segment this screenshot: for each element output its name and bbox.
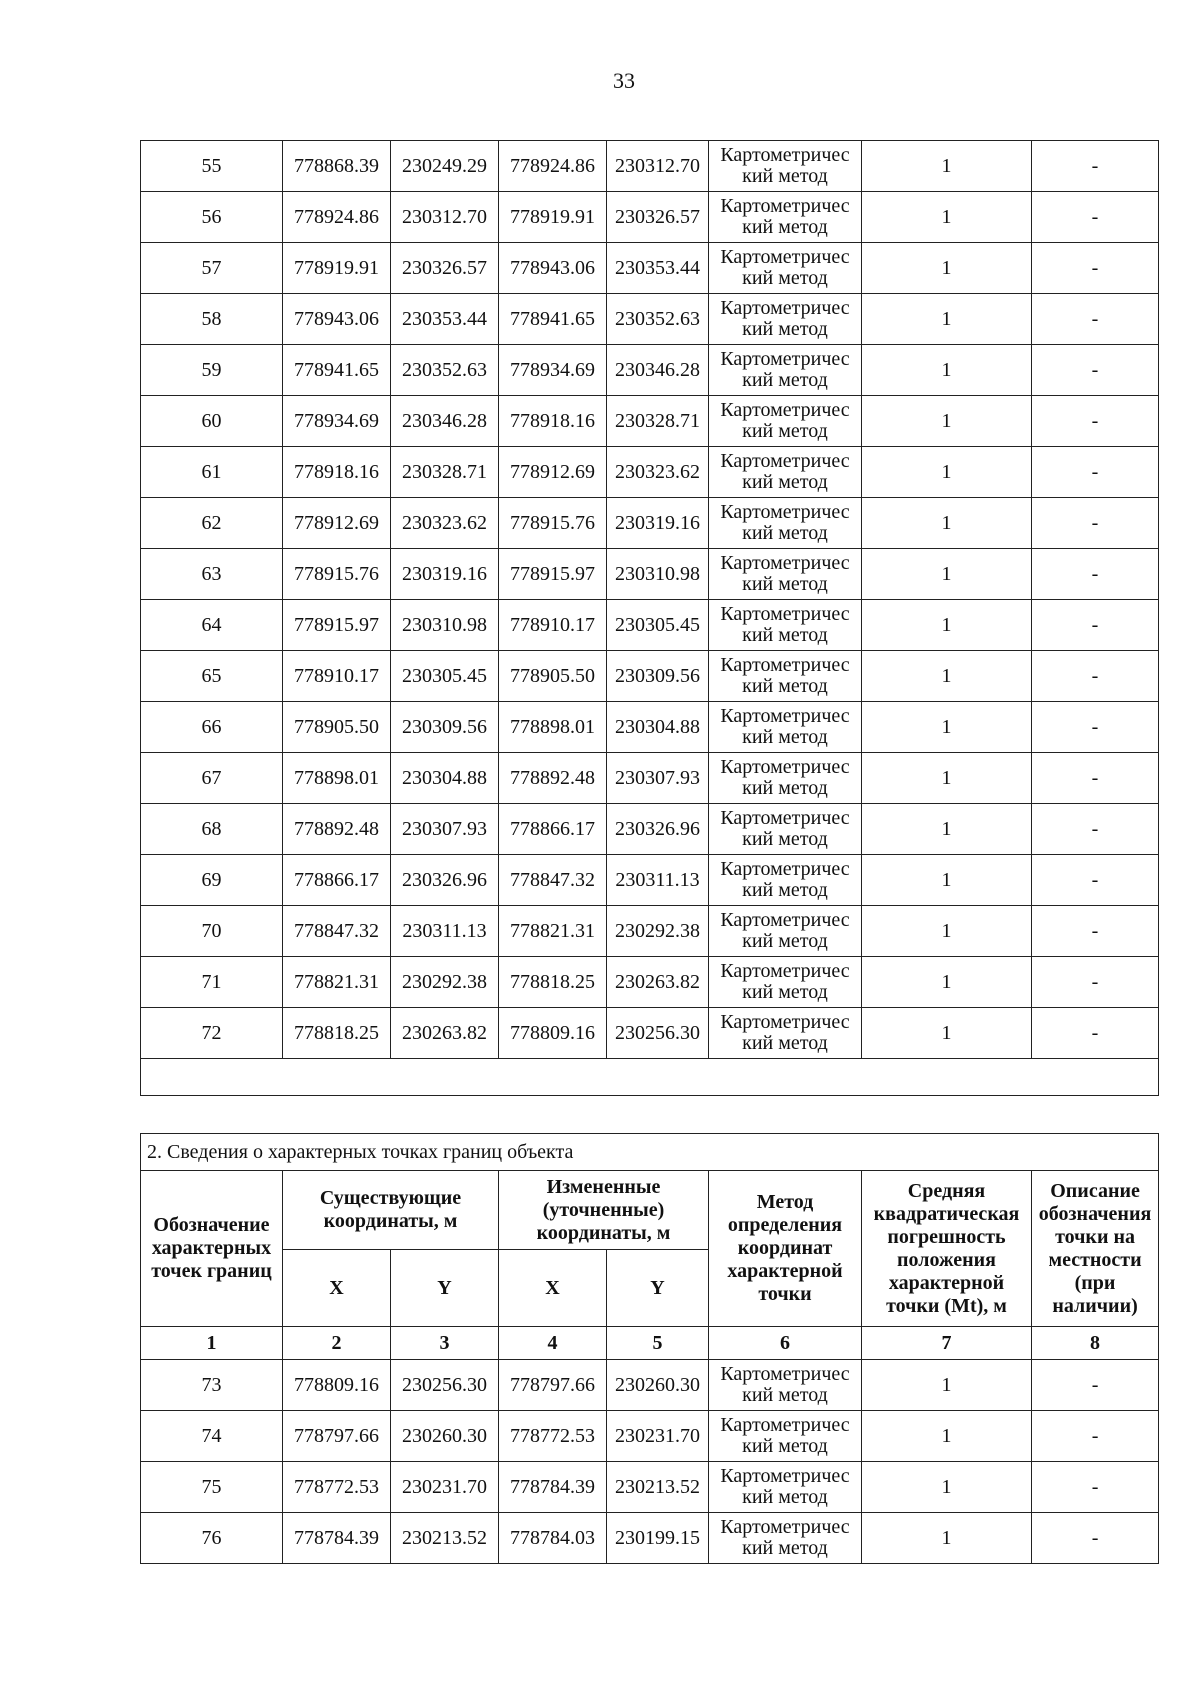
cell-existing-x: 778910.17 (283, 651, 391, 702)
cell-existing-x: 778941.65 (283, 345, 391, 396)
cell-changed-x: 778915.76 (499, 498, 607, 549)
cell-description: - (1032, 498, 1159, 549)
table-row (141, 141, 1159, 192)
cell-point-number: 65 (141, 651, 283, 702)
cell-method: Картометричес кий метод (709, 243, 862, 294)
cell-changed-y: 230310.98 (607, 549, 709, 600)
column-number: 1 (141, 1327, 283, 1360)
table-row (141, 396, 1159, 447)
cell-accuracy: 1 (862, 1513, 1032, 1564)
cell-accuracy: 1 (862, 549, 1032, 600)
cell-changed-y: 230312.70 (607, 141, 709, 192)
header-method: Метод определения координат характерной точки (709, 1171, 862, 1327)
cell-accuracy: 1 (862, 447, 1032, 498)
cell-existing-x: 778912.69 (283, 498, 391, 549)
cell-changed-x: 778943.06 (499, 243, 607, 294)
column-number: 6 (709, 1327, 862, 1360)
cell-method: Картометричес кий метод (709, 1008, 862, 1059)
cell-method: Картометричес кий метод (709, 957, 862, 1008)
cell-changed-y: 230319.16 (607, 498, 709, 549)
cell-existing-x: 778905.50 (283, 702, 391, 753)
cell-existing-y: 230305.45 (391, 651, 499, 702)
table-row (141, 1462, 1159, 1513)
cell-existing-y: 230311.13 (391, 906, 499, 957)
cell-existing-y: 230256.30 (391, 1360, 499, 1411)
cell-method: Картометричес кий метод (709, 600, 862, 651)
cell-method: Картометричес кий метод (709, 294, 862, 345)
cell-existing-y: 230328.71 (391, 447, 499, 498)
cell-changed-y: 230311.13 (607, 855, 709, 906)
cell-existing-y: 230263.82 (391, 1008, 499, 1059)
table-row (141, 294, 1159, 345)
cell-point-number: 68 (141, 804, 283, 855)
cell-existing-y: 230326.96 (391, 855, 499, 906)
cell-existing-y: 230326.57 (391, 243, 499, 294)
cell-point-number: 61 (141, 447, 283, 498)
cell-description: - (1032, 192, 1159, 243)
cell-point-number: 72 (141, 1008, 283, 1059)
cell-existing-y: 230304.88 (391, 753, 499, 804)
cell-changed-x: 778910.17 (499, 600, 607, 651)
cell-accuracy: 1 (862, 1008, 1032, 1059)
cell-changed-x: 778809.16 (499, 1008, 607, 1059)
cell-changed-x: 778821.31 (499, 906, 607, 957)
cell-changed-x: 778847.32 (499, 855, 607, 906)
cell-existing-x: 778915.76 (283, 549, 391, 600)
table-row (141, 345, 1159, 396)
cell-existing-x: 778898.01 (283, 753, 391, 804)
cell-accuracy: 1 (862, 294, 1032, 345)
boundary-points-table (140, 1133, 1159, 1564)
cell-changed-y: 230256.30 (607, 1008, 709, 1059)
table-row (141, 192, 1159, 243)
cell-existing-x: 778784.39 (283, 1513, 391, 1564)
cell-point-number: 75 (141, 1462, 283, 1513)
cell-changed-x: 778772.53 (499, 1411, 607, 1462)
cell-changed-x: 778941.65 (499, 294, 607, 345)
cell-description: - (1032, 243, 1159, 294)
cell-description: - (1032, 702, 1159, 753)
cell-description: - (1032, 396, 1159, 447)
header-changed-y: Y (607, 1250, 709, 1327)
header-existing-x: X (283, 1250, 391, 1327)
cell-changed-x: 778918.16 (499, 396, 607, 447)
cell-description: - (1032, 651, 1159, 702)
cell-existing-y: 230310.98 (391, 600, 499, 651)
cell-method: Картометричес кий метод (709, 141, 862, 192)
cell-accuracy: 1 (862, 1462, 1032, 1513)
cell-method: Картометричес кий метод (709, 1360, 862, 1411)
cell-changed-y: 230292.38 (607, 906, 709, 957)
cell-point-number: 66 (141, 702, 283, 753)
cell-accuracy: 1 (862, 702, 1032, 753)
cell-changed-x: 778915.97 (499, 549, 607, 600)
empty-row (141, 1059, 1159, 1096)
cell-existing-x: 778924.86 (283, 192, 391, 243)
table-title: 2. Сведения о характерных точках границ объекта (141, 1134, 1159, 1171)
cell-changed-x: 778866.17 (499, 804, 607, 855)
table-row (141, 702, 1159, 753)
cell-changed-y: 230352.63 (607, 294, 709, 345)
cell-changed-y: 230309.56 (607, 651, 709, 702)
column-number: 2 (283, 1327, 391, 1360)
cell-existing-x: 778818.25 (283, 1008, 391, 1059)
cell-accuracy: 1 (862, 957, 1032, 1008)
table-row (141, 753, 1159, 804)
cell-changed-y: 230328.71 (607, 396, 709, 447)
cell-existing-x: 778868.39 (283, 141, 391, 192)
cell-accuracy: 1 (862, 243, 1032, 294)
cell-description: - (1032, 753, 1159, 804)
cell-description: - (1032, 600, 1159, 651)
table-row (141, 498, 1159, 549)
cell-point-number: 73 (141, 1360, 283, 1411)
cell-existing-y: 230231.70 (391, 1462, 499, 1513)
header-existing-coordinates: Существующие координаты, м (283, 1171, 499, 1250)
cell-description: - (1032, 1411, 1159, 1462)
cell-existing-y: 230353.44 (391, 294, 499, 345)
cell-method: Картометричес кий метод (709, 651, 862, 702)
cell-method: Картометричес кий метод (709, 906, 862, 957)
cell-method: Картометричес кий метод (709, 855, 862, 906)
table-row (141, 957, 1159, 1008)
cell-description: - (1032, 447, 1159, 498)
page-number: 33 (613, 68, 635, 93)
cell-existing-y: 230307.93 (391, 804, 499, 855)
cell-existing-y: 230292.38 (391, 957, 499, 1008)
table-row (141, 1513, 1159, 1564)
cell-existing-y: 230260.30 (391, 1411, 499, 1462)
cell-changed-x: 778934.69 (499, 345, 607, 396)
cell-point-number: 58 (141, 294, 283, 345)
cell-changed-x: 778892.48 (499, 753, 607, 804)
cell-changed-x: 778924.86 (499, 141, 607, 192)
cell-existing-x: 778915.97 (283, 600, 391, 651)
cell-changed-x: 778784.39 (499, 1462, 607, 1513)
column-number: 4 (499, 1327, 607, 1360)
table-row (141, 447, 1159, 498)
empty-cell (141, 1059, 1159, 1096)
cell-point-number: 55 (141, 141, 283, 192)
cell-method: Картометричес кий метод (709, 192, 862, 243)
cell-changed-y: 230263.82 (607, 957, 709, 1008)
cell-existing-y: 230323.62 (391, 498, 499, 549)
cell-method: Картометричес кий метод (709, 396, 862, 447)
cell-existing-x: 778892.48 (283, 804, 391, 855)
cell-point-number: 56 (141, 192, 283, 243)
header-existing-y: Y (391, 1250, 499, 1327)
cell-method: Картометричес кий метод (709, 498, 862, 549)
cell-description: - (1032, 345, 1159, 396)
cell-description: - (1032, 957, 1159, 1008)
cell-point-number: 63 (141, 549, 283, 600)
cell-existing-y: 230249.29 (391, 141, 499, 192)
cell-method: Картометричес кий метод (709, 549, 862, 600)
cell-existing-x: 778821.31 (283, 957, 391, 1008)
column-number: 8 (1032, 1327, 1159, 1360)
cell-existing-x: 778809.16 (283, 1360, 391, 1411)
table-row (141, 600, 1159, 651)
cell-changed-y: 230260.30 (607, 1360, 709, 1411)
cell-changed-y: 230199.15 (607, 1513, 709, 1564)
cell-method: Картометричес кий метод (709, 447, 862, 498)
cell-point-number: 70 (141, 906, 283, 957)
cell-changed-y: 230307.93 (607, 753, 709, 804)
cell-accuracy: 1 (862, 396, 1032, 447)
cell-accuracy: 1 (862, 855, 1032, 906)
cell-existing-x: 778797.66 (283, 1411, 391, 1462)
cell-point-number: 60 (141, 396, 283, 447)
cell-description: - (1032, 906, 1159, 957)
cell-method: Картометричес кий метод (709, 1513, 862, 1564)
header-changed-coordinates: Измененные (уточненные) координаты, м (499, 1171, 709, 1250)
cell-changed-x: 778797.66 (499, 1360, 607, 1411)
header-changed-x: X (499, 1250, 607, 1327)
cell-changed-y: 230326.57 (607, 192, 709, 243)
cell-existing-x: 778934.69 (283, 396, 391, 447)
cell-point-number: 59 (141, 345, 283, 396)
cell-accuracy: 1 (862, 906, 1032, 957)
cell-accuracy: 1 (862, 141, 1032, 192)
cell-changed-y: 230323.62 (607, 447, 709, 498)
cell-method: Картометричес кий метод (709, 753, 862, 804)
cell-method: Картометричес кий метод (709, 702, 862, 753)
table-row (141, 1411, 1159, 1462)
cell-existing-y: 230213.52 (391, 1513, 499, 1564)
cell-point-number: 64 (141, 600, 283, 651)
cell-changed-y: 230304.88 (607, 702, 709, 753)
cell-accuracy: 1 (862, 498, 1032, 549)
cell-method: Картометричес кий метод (709, 345, 862, 396)
cell-description: - (1032, 294, 1159, 345)
table-row (141, 243, 1159, 294)
cell-point-number: 62 (141, 498, 283, 549)
column-number: 5 (607, 1327, 709, 1360)
cell-point-number: 69 (141, 855, 283, 906)
cell-changed-y: 230305.45 (607, 600, 709, 651)
cell-changed-y: 230353.44 (607, 243, 709, 294)
cell-changed-y: 230326.96 (607, 804, 709, 855)
cell-point-number: 76 (141, 1513, 283, 1564)
cell-accuracy: 1 (862, 345, 1032, 396)
cell-description: - (1032, 855, 1159, 906)
header-designation: Обозначение характерных точек границ (141, 1171, 283, 1327)
cell-existing-y: 230309.56 (391, 702, 499, 753)
column-number: 3 (391, 1327, 499, 1360)
cell-accuracy: 1 (862, 192, 1032, 243)
cell-existing-y: 230319.16 (391, 549, 499, 600)
cell-accuracy: 1 (862, 651, 1032, 702)
cell-description: - (1032, 804, 1159, 855)
table-row (141, 651, 1159, 702)
cell-changed-x: 778818.25 (499, 957, 607, 1008)
cell-description: - (1032, 1462, 1159, 1513)
cell-existing-x: 778866.17 (283, 855, 391, 906)
cell-existing-x: 778919.91 (283, 243, 391, 294)
cell-existing-x: 778943.06 (283, 294, 391, 345)
cell-existing-x: 778847.32 (283, 906, 391, 957)
cell-changed-x: 778784.03 (499, 1513, 607, 1564)
cell-existing-x: 778918.16 (283, 447, 391, 498)
table-row (141, 855, 1159, 906)
cell-accuracy: 1 (862, 1360, 1032, 1411)
cell-changed-y: 230213.52 (607, 1462, 709, 1513)
cell-method: Картометричес кий метод (709, 1462, 862, 1513)
cell-description: - (1032, 1360, 1159, 1411)
cell-existing-y: 230346.28 (391, 396, 499, 447)
cell-point-number: 74 (141, 1411, 283, 1462)
cell-method: Картометричес кий метод (709, 804, 862, 855)
cell-changed-y: 230231.70 (607, 1411, 709, 1462)
cell-point-number: 57 (141, 243, 283, 294)
cell-accuracy: 1 (862, 1411, 1032, 1462)
cell-accuracy: 1 (862, 753, 1032, 804)
cell-point-number: 67 (141, 753, 283, 804)
header-description: Описание обозначения точки на местности (при наличии) (1032, 1171, 1159, 1327)
cell-changed-x: 778905.50 (499, 651, 607, 702)
column-number: 7 (862, 1327, 1032, 1360)
cell-point-number: 71 (141, 957, 283, 1008)
table-row (141, 549, 1159, 600)
header-accuracy: Средняя квадратическая погрешность положения характерной точки (Mt), м (862, 1171, 1032, 1327)
boundary-points-table-continued (140, 140, 1159, 1096)
table-row (141, 1360, 1159, 1411)
cell-description: - (1032, 1008, 1159, 1059)
cell-changed-x: 778919.91 (499, 192, 607, 243)
table-row (141, 1008, 1159, 1059)
cell-description: - (1032, 549, 1159, 600)
cell-changed-x: 778912.69 (499, 447, 607, 498)
cell-method: Картометричес кий метод (709, 1411, 862, 1462)
cell-changed-y: 230346.28 (607, 345, 709, 396)
cell-changed-x: 778898.01 (499, 702, 607, 753)
cell-description: - (1032, 141, 1159, 192)
table-row (141, 906, 1159, 957)
cell-existing-x: 778772.53 (283, 1462, 391, 1513)
cell-accuracy: 1 (862, 804, 1032, 855)
cell-description: - (1032, 1513, 1159, 1564)
cell-accuracy: 1 (862, 600, 1032, 651)
table-row (141, 804, 1159, 855)
cell-existing-y: 230352.63 (391, 345, 499, 396)
cell-existing-y: 230312.70 (391, 192, 499, 243)
